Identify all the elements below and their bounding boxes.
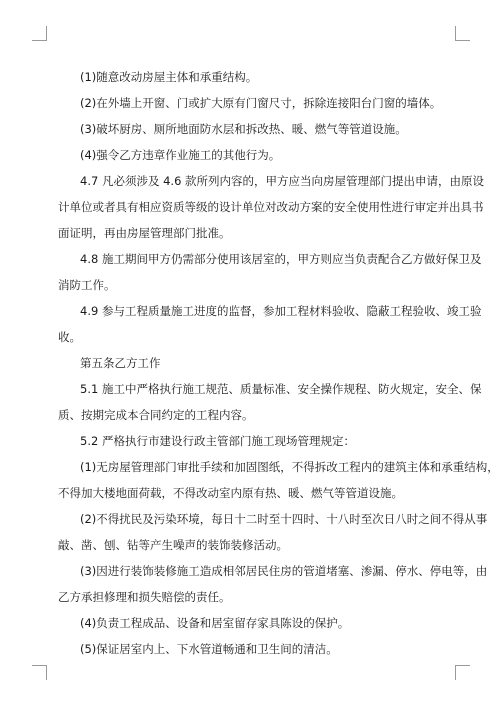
section-heading	[80, 350, 436, 376]
paragraph-line: 敲、凿、刨、钻等产生噪声的装饰装修活动。	[58, 538, 288, 552]
paragraph-line: 乙方承担修理和损失赔偿的责任。	[58, 590, 231, 604]
paragraph-5	[58, 168, 485, 246]
paragraph-line: (2)在外墙上开窗、门或扩大原有门窗尺寸，拆除连接阳台门窗的墙体。	[80, 96, 442, 110]
paragraph-line: (1)无房屋管理部门审批手续和加固图纸，不得拆改工程内的建筑主体和承重结构，	[80, 460, 499, 474]
paragraph-3	[80, 116, 436, 142]
paragraph-line: 4.8 施工期间甲方仍需部分使用该居室的，甲方则应当负责配合乙方做好保卫及	[80, 252, 482, 266]
paragraph-6	[58, 246, 482, 298]
paragraph-line: (5)保证居室内上、下水管道畅通和卫生间的清洁。	[80, 642, 338, 656]
paragraph-line: (4)负责工程成品、设备和居室留存家具陈设的保护。	[80, 616, 350, 630]
paragraph-12	[58, 506, 488, 558]
paragraph-line: 质、按期完成本合同约定的工程内容。	[58, 408, 254, 422]
paragraph-line: 4.7 凡必须涉及 4.6 款所列内容的，甲方应当向房屋管理部门提出申请，由原设	[80, 174, 485, 188]
paragraph-line: 第五条乙方工作	[80, 356, 161, 370]
crop-mark-bottom-left	[32, 665, 47, 680]
paragraph-13	[58, 558, 488, 610]
paragraph-15	[80, 636, 436, 662]
paragraph-line: (1)随意改动房屋主体和承重结构。	[80, 70, 258, 84]
crop-mark-top-left	[32, 26, 47, 41]
paragraph-9	[58, 376, 482, 428]
paragraph-line: 收。	[58, 330, 81, 344]
paragraph-line: 消防工作。	[58, 278, 116, 292]
paragraph-line: 不得加大楼地面荷载，不得改动室内原有热、暖、燃气等管道设施。	[58, 486, 403, 500]
document-body	[58, 64, 499, 662]
paragraph-2	[80, 90, 442, 116]
paragraph-line: (2)不得扰民及污染环境，每日十二时至十四时、十八时至次日八时之间不得从事	[80, 512, 488, 526]
crop-mark-top-right	[455, 26, 470, 41]
paragraph-14	[80, 610, 436, 636]
paragraph-4	[80, 142, 436, 168]
paragraph-line: 面证明，再由房屋管理部门批准。	[58, 226, 231, 240]
paragraph-10	[80, 428, 436, 454]
paragraph-1	[80, 64, 436, 90]
crop-mark-bottom-right	[455, 665, 470, 680]
paragraph-line: 5.2 严格执行市建设行政主管部门施工现场管理规定：	[80, 434, 355, 448]
paragraph-line: (3)破坏厨房、厕所地面防水层和拆改热、暖、燃气等管道设施。	[80, 122, 407, 136]
paragraph-line: (4)强令乙方违章作业施工的其他行为。	[80, 148, 281, 162]
paragraph-line: 计单位或者具有相应资质等级的设计单位对改动方案的安全使用性进行审定并出具书	[58, 200, 484, 214]
paragraph-11	[58, 454, 499, 506]
paragraph-7	[58, 298, 482, 350]
paragraph-line: (3)因进行装饰装修施工造成相邻居民住房的管道堵塞、渗漏、停水、停电等，由	[80, 564, 488, 578]
paragraph-line: 4.9 参与工程质量施工进度的监督，参加工程材料验收、隐蔽工程验收、竣工验	[80, 304, 482, 318]
paragraph-line: 5.1 施工中严格执行施工规范、质量标准、安全操作规程、防火规定，安全、保	[80, 382, 482, 396]
